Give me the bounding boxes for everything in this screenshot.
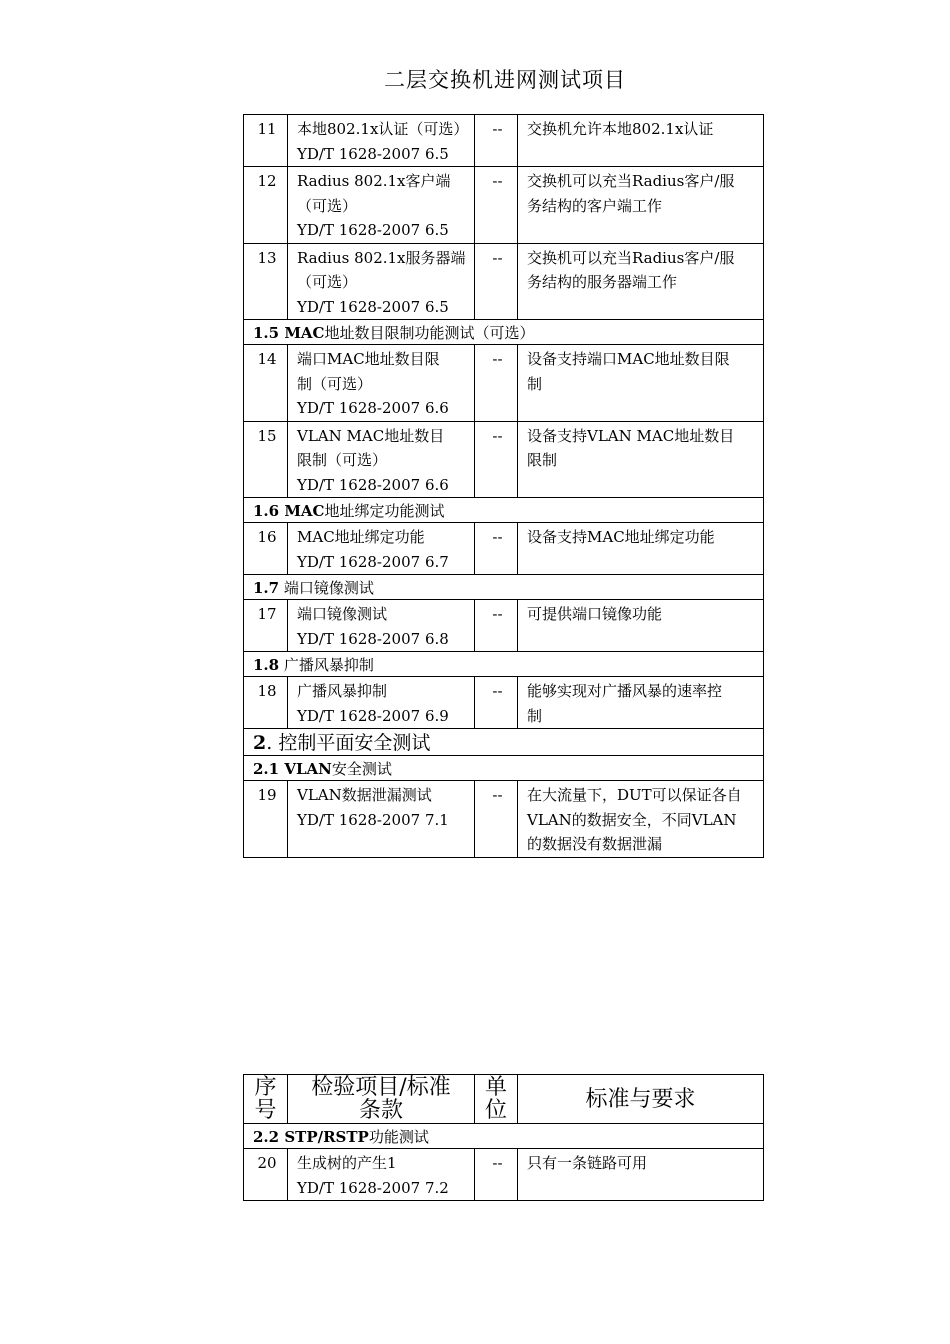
section-number: 2 — [253, 732, 267, 754]
section-number: 1.6 MAC — [253, 502, 325, 520]
requirement-line: 制 — [527, 706, 543, 725]
requirement — [518, 345, 764, 422]
header-unit: 单 位 — [475, 1075, 518, 1124]
test-item-line: YD/T 1628-2007 6.9 — [297, 706, 449, 725]
unit: -- — [475, 677, 518, 729]
requirement-line: 设备支持VLAN MAC地址数目 — [527, 426, 735, 445]
requirement-line: 可提供端口镜像功能 — [527, 605, 663, 623]
table-row — [244, 421, 764, 498]
test-item-line: VLAN MAC地址数目 — [297, 426, 445, 445]
table-row — [244, 677, 764, 729]
section-title: 地址绑定功能测试 — [324, 502, 445, 520]
test-item-line: （可选） — [297, 196, 358, 215]
test-item-line: 限制（可选） — [297, 451, 388, 469]
requirement-line: 限制 — [527, 451, 558, 469]
test-item-line: VLAN数据泄漏测试 — [297, 786, 432, 804]
test-item-line: YD/T 1628-2007 6.7 — [297, 552, 449, 571]
requirement-line: 的数据没有数据泄漏 — [527, 835, 663, 853]
unit: -- — [475, 421, 518, 498]
requirement-line: 在大流量下，DUT可以保证各自 — [527, 786, 742, 804]
test-item-line: YD/T 1628-2007 7.1 — [297, 810, 449, 829]
requirement — [518, 167, 764, 244]
table-row — [244, 600, 764, 652]
section-heading — [244, 652, 764, 677]
header-item: 检验项目/标准 条款 — [288, 1075, 475, 1124]
requirement-line: 只有一条链路可用 — [527, 1154, 648, 1172]
table-row — [244, 167, 764, 244]
table-row — [244, 523, 764, 575]
section-row — [244, 498, 764, 523]
test-items-table-continued — [243, 1074, 764, 1201]
test-item-line: 端口MAC地址数目限 — [297, 350, 440, 368]
test-item-line: 本地802.1x认证（可选） — [297, 120, 469, 138]
section-number: 2.2 STP/RSTP — [253, 1128, 369, 1146]
unit: -- — [475, 1149, 518, 1201]
section-row — [244, 575, 764, 600]
section-row — [244, 756, 764, 781]
requirement-line: 制 — [527, 374, 543, 393]
test-item-line: 端口镜像测试 — [297, 605, 388, 623]
table-row — [244, 345, 764, 422]
requirement-line: VLAN的数据安全，不同VLAN — [527, 810, 737, 829]
test-item — [288, 600, 475, 652]
test-item-line: YD/T 1628-2007 6.5 — [297, 297, 449, 316]
table-row — [244, 115, 764, 167]
row-number: 18 — [244, 677, 288, 729]
test-item-line: 广播风暴抑制 — [297, 682, 388, 700]
test-item — [288, 345, 475, 422]
test-item-line: 生成树的产生1 — [297, 1154, 397, 1172]
section-heading — [244, 498, 764, 523]
test-item-line: YD/T 1628-2007 6.6 — [297, 475, 449, 494]
section-title: 地址数目限制功能测试（可选） — [324, 324, 535, 342]
test-item-line: YD/T 1628-2007 6.5 — [297, 221, 449, 239]
section-row — [244, 320, 764, 345]
requirement-line: 设备支持端口MAC地址数目限 — [527, 350, 730, 368]
test-items-table — [243, 114, 764, 858]
test-item-line: Radius 802.1x客户端 — [297, 172, 451, 190]
test-item-line: YD/T 1628-2007 6.5 — [297, 144, 449, 163]
test-item-line: MAC地址绑定功能 — [297, 528, 425, 546]
table-row — [244, 243, 764, 320]
section-number: 2.1 VLAN — [253, 760, 332, 778]
section-row — [244, 1124, 764, 1149]
requirement-line: 务结构的客户端工作 — [527, 196, 663, 215]
section-heading — [244, 729, 764, 756]
table-row — [244, 1149, 764, 1201]
row-number: 14 — [244, 345, 288, 422]
section-heading — [244, 575, 764, 600]
test-item-line: YD/T 1628-2007 6.6 — [297, 399, 449, 417]
table-row — [244, 781, 764, 858]
row-number: 16 — [244, 523, 288, 575]
requirement — [518, 600, 764, 652]
page-title: 二层交换机进网测试项目 — [384, 68, 626, 92]
requirement — [518, 677, 764, 729]
requirement — [518, 421, 764, 498]
requirement-line: 交换机可以充当Radius客户/服 — [527, 172, 735, 190]
header-num: 序 号 — [244, 1075, 288, 1124]
requirement — [518, 1149, 764, 1201]
requirement — [518, 523, 764, 575]
section-heading — [244, 1124, 764, 1149]
section-number: 1.5 MAC — [253, 324, 325, 342]
row-number: 17 — [244, 600, 288, 652]
section-number: 1.7 — [253, 579, 280, 597]
unit: -- — [475, 600, 518, 652]
requirement — [518, 243, 764, 320]
requirement-line: 能够实现对广播风暴的速率控 — [527, 682, 723, 700]
row-number: 20 — [244, 1149, 288, 1201]
row-number: 19 — [244, 781, 288, 858]
section-number: 1.8 — [253, 656, 280, 674]
unit: -- — [475, 243, 518, 320]
test-item — [288, 243, 475, 320]
test-item-line: Radius 802.1x服务器端 — [297, 248, 466, 267]
test-item — [288, 523, 475, 575]
section-title: 端口镜像测试 — [279, 579, 374, 597]
unit: -- — [475, 115, 518, 167]
test-item — [288, 421, 475, 498]
section-row — [244, 729, 764, 756]
test-item — [288, 1149, 475, 1201]
section-title: 功能测试 — [368, 1128, 429, 1146]
row-number: 11 — [244, 115, 288, 167]
test-item — [288, 781, 475, 858]
table-header-row — [244, 1075, 764, 1124]
test-item — [288, 115, 475, 167]
test-item-line: （可选） — [297, 273, 358, 291]
section-heading — [244, 756, 764, 781]
test-item-line: YD/T 1628-2007 6.8 — [297, 629, 449, 648]
test-item — [288, 167, 475, 244]
unit: -- — [475, 523, 518, 575]
requirement — [518, 781, 764, 858]
test-item-line: YD/T 1628-2007 7.2 — [297, 1178, 449, 1197]
test-item — [288, 677, 475, 729]
unit: -- — [475, 167, 518, 244]
section-heading — [244, 320, 764, 345]
unit: -- — [475, 781, 518, 858]
section-title: 安全测试 — [331, 760, 392, 778]
row-number: 12 — [244, 167, 288, 244]
section-title: . 控制平面安全测试 — [266, 732, 431, 754]
header-requirements: 标准与要求 — [518, 1075, 764, 1124]
row-number: 13 — [244, 243, 288, 320]
row-number: 15 — [244, 421, 288, 498]
test-item-line: 制（可选） — [297, 374, 373, 393]
requirement-line: 交换机可以充当Radius客户/服 — [527, 248, 735, 267]
requirement — [518, 115, 764, 167]
requirement-line: 交换机允许本地802.1x认证 — [527, 120, 714, 138]
unit: -- — [475, 345, 518, 422]
requirement-line: 务结构的服务器端工作 — [527, 273, 678, 291]
section-row — [244, 652, 764, 677]
requirement-line: 设备支持MAC地址绑定功能 — [527, 528, 715, 546]
section-title: 广播风暴抑制 — [279, 656, 374, 674]
